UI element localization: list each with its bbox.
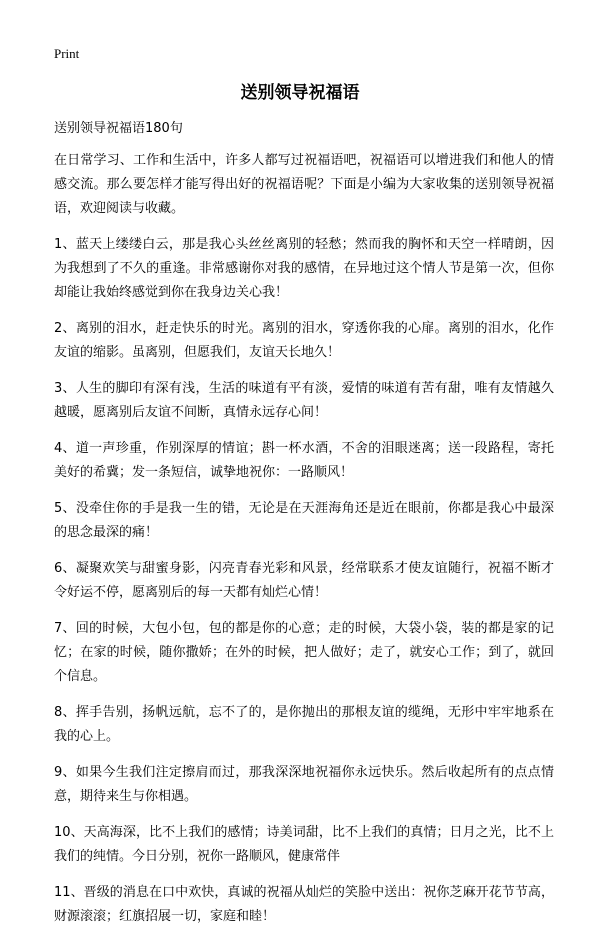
- article-body: [54, 149, 554, 941]
- blessing-paragraph-6: 6、凝聚欢笑与甜蜜身影，闪亮青春光彩和风景，经常联系才使友谊随行，祝福不断才令好运不停，愿离别后的每一天都有灿烂心情！: [54, 561, 554, 600]
- blessing-paragraph-5: 5、没牵住你的手是我一生的错，无论是在天涯海角还是近在眼前，你都是我心中最深的思念最深的痛！: [54, 501, 554, 540]
- print-link[interactable]: Print: [54, 46, 80, 61]
- blessing-paragraph-9: 9、如果今生我们注定擦肩而过，那我深深地祝福你永远快乐。然后收起所有的点点情意，期待来生与你相遇。: [54, 765, 554, 804]
- blessing-paragraph-1: 1、蓝天上缕缕白云，那是我心头丝丝离别的轻愁；然而我的胸怀和天空一样晴朗，因为我想到了不久的重逢。非常感谢你对我的感情，在异地过这个情人节是第一次，但你却能让我始终感觉到你在我身边关心我！: [54, 237, 554, 300]
- blessing-paragraph-4: 4、道一声珍重，作别深厚的情谊；斟一杯水酒，不舍的泪眼迷离；送一段路程，寄托美好的希冀；发一条短信，诚挚地祝你：一路顺风！: [54, 441, 554, 480]
- article-subtitle: 送别领导祝福语180句: [54, 121, 183, 136]
- blessing-paragraph-2: 2、离别的泪水，赶走快乐的时光。离别的泪水，穿透你我的心扉。离别的泪水，化作友谊的缩影。虽离别，但愿我们，友谊天长地久！: [54, 321, 554, 360]
- page-title: 送别领导祝福语: [240, 83, 360, 103]
- blessing-paragraph-10: 10、天高海深，比不上我们的感情；诗美词甜，比不上我们的真情；日月之光，比不上我们的纯情。今日分别，祝你一路顺风，健康常伴: [54, 825, 554, 864]
- blessing-paragraph-8: 8、挥手告别，扬帆远航，忘不了的，是你抛出的那根友谊的缆绳，无形中牢牢地系在我的心上。: [54, 705, 554, 744]
- blessing-paragraph-11: 11、晋级的消息在口中欢快，真诚的祝福从灿烂的笑脸中送出：祝你芝麻开花节节高，财源滚滚；红旗招展一切，家庭和睦！: [54, 885, 554, 924]
- intro-paragraph: 在日常学习、工作和生活中，许多人都写过祝福语吧，祝福语可以增进我们和他人的情感交流。那么要怎样才能写得出好的祝福语呢？下面是小编为大家收集的送别领导祝福语，欢迎阅读与收藏。: [54, 153, 554, 216]
- blessing-paragraph-3: 3、人生的脚印有深有浅，生活的味道有平有淡，爱情的味道有苦有甜，唯有友情越久越暖，愿离别后友谊不间断，真情永远存心间！: [54, 381, 554, 420]
- blessing-paragraph-7: 7、回的时候，大包小包，包的都是你的心意；走的时候，大袋小袋，装的都是家的记忆；在家的时候，随你撒娇；在外的时候，把人做好；走了，就安心工作；到了，就回个信息。: [54, 621, 554, 684]
